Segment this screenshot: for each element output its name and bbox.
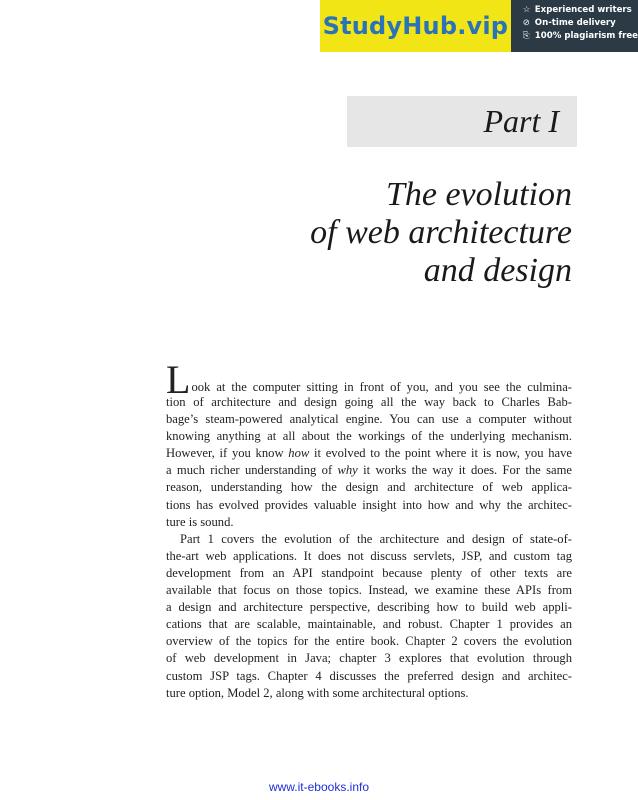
title-line: of web architecture xyxy=(310,214,572,251)
clock-icon: ⊘ xyxy=(522,18,530,28)
part-title xyxy=(172,176,572,290)
feature-item xyxy=(523,30,638,43)
feature-list xyxy=(511,0,638,52)
paragraph-line: However, if you know how it evolved to the point where it is now, you have xyxy=(166,446,572,461)
copy-icon: ⎘ xyxy=(522,31,530,41)
star-icon: ☆ xyxy=(522,5,531,15)
paragraph-line: ture is sound. xyxy=(166,514,234,529)
part-label-box xyxy=(347,96,577,147)
paragraph-line: a design and architecture perspective, describing how to build web appli- xyxy=(166,600,572,615)
paragraph-line: ture option, Model 2, along with some architectural options. xyxy=(166,685,469,700)
paragraph-line: Look at the computer sitting in front of you, and you see the culmina- xyxy=(166,357,572,402)
paragraph-line: overview of the topics for the entire book. Chapter 2 covers the evolution xyxy=(166,634,572,649)
drop-cap: L xyxy=(166,357,191,402)
footer-link[interactable]: www.it-ebooks.info xyxy=(268,780,370,794)
part-label: Part I xyxy=(483,103,559,139)
paragraph-line: development from an API standpoint because plenty of other texts are xyxy=(166,565,572,580)
paragraph-line: reason, understanding how the design and architecture of web applica- xyxy=(166,480,572,495)
paragraph-line: cations that are scalable, maintainable, and robust. Chapter 1 provides an xyxy=(166,617,572,632)
paragraph-line: a much richer understanding of why it works the way it does. For the same xyxy=(166,463,572,478)
feature-text: On-time delivery xyxy=(534,18,616,28)
body-text xyxy=(166,357,572,702)
feature-item xyxy=(523,4,638,17)
ad-banner[interactable] xyxy=(320,0,638,52)
paragraph-line: the-art web applications. It does not discuss servlets, JSP, and custom tag xyxy=(166,548,572,563)
feature-text: 100% plagiarism free xyxy=(534,31,638,41)
paragraph-line: tions has evolved provides valuable insight into how and why the architec- xyxy=(166,497,572,512)
paragraph-line: bage’s steam-powered analytical engine. You can use a computer without xyxy=(166,412,572,427)
feature-text: Experienced writers xyxy=(534,5,632,15)
paragraph-line: available that focus on those topics. Instead, we examine these APIs from xyxy=(166,583,572,598)
paragraph-line: knowing anything at all about the workings of the underlying mechanism. xyxy=(166,429,572,444)
title-line: and design xyxy=(423,252,572,289)
paragraph-line: tion of architecture and design going all the way back to Charles Bab- xyxy=(166,395,572,409)
paragraph-line: Part 1 covers the evolution of the architecture and design of state-of- xyxy=(180,531,572,546)
feature-item xyxy=(523,17,638,30)
studyhub-logo[interactable]: StudyHub.vip xyxy=(320,0,511,52)
title-line: The evolution xyxy=(385,176,572,213)
paragraph-line: of web development in Java; chapter 3 explores that evolution through xyxy=(166,651,572,666)
paragraph-line: custom JSP tags. Chapter 4 discusses the preferred design and architec- xyxy=(166,668,572,683)
